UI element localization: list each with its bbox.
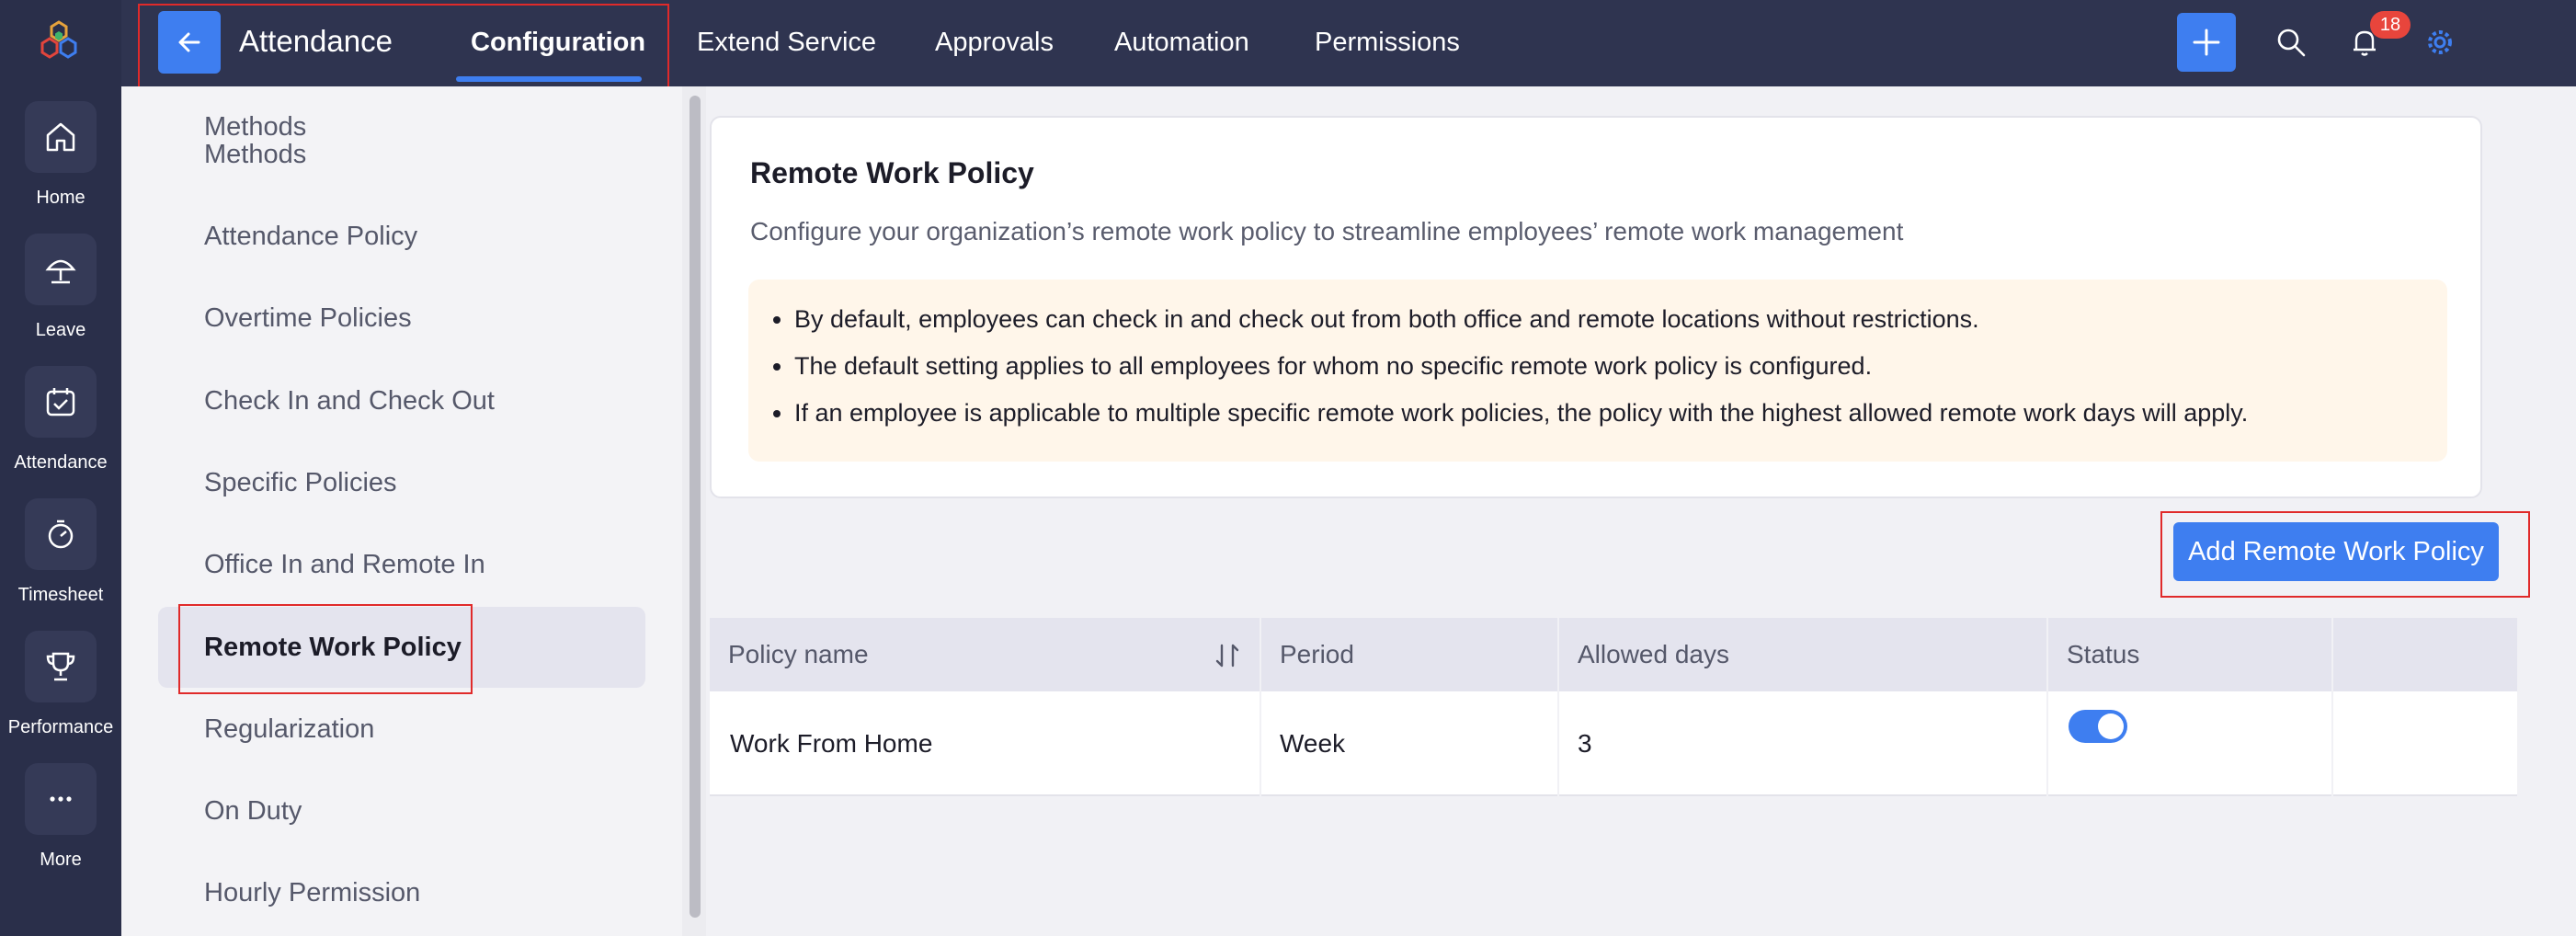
plus-icon bbox=[2191, 27, 2222, 58]
rail-item-timesheet[interactable] bbox=[0, 498, 121, 618]
tab-extend-service[interactable]: Extend Service bbox=[697, 28, 877, 57]
app-logo-icon bbox=[35, 18, 83, 66]
rail-label: Leave bbox=[35, 320, 86, 340]
rail-item-home[interactable] bbox=[0, 101, 121, 221]
add-remote-work-policy-button[interactable]: Add Remote Work Policy bbox=[2173, 522, 2499, 581]
policy-info-card bbox=[710, 116, 2482, 498]
subnav-attendance-policy[interactable]: Attendance Policy bbox=[204, 221, 418, 251]
subnav-methods[interactable]: Methods bbox=[204, 139, 307, 169]
card-description: Configure your organization’s remote work policy to streamline employees’ remote work management bbox=[750, 217, 1904, 245]
subnav-methods[interactable]: Methods bbox=[204, 111, 307, 142]
notification-badge: 18 bbox=[2370, 11, 2411, 39]
cell-period: Week bbox=[1280, 729, 1346, 758]
add-button[interactable] bbox=[2177, 13, 2236, 72]
subnav-regularization[interactable]: Regularization bbox=[204, 713, 375, 744]
rail-label: Timesheet bbox=[17, 585, 104, 605]
column-divider bbox=[1557, 618, 1559, 796]
rail-label: Attendance bbox=[14, 452, 108, 473]
rail-item-performance[interactable] bbox=[0, 631, 121, 750]
rail-item-leave[interactable] bbox=[0, 234, 121, 353]
highlight-box-subnav bbox=[178, 604, 473, 694]
column-header-policy-name[interactable] bbox=[710, 618, 1260, 691]
column-divider bbox=[1260, 618, 1261, 796]
table-header bbox=[710, 618, 2517, 691]
app-title: Attendance bbox=[239, 24, 393, 58]
subnav-scrollbar[interactable] bbox=[690, 96, 701, 918]
column-divider bbox=[2046, 618, 2048, 796]
highlight-box-add-button bbox=[2160, 511, 2530, 598]
column-header-allowed-days: Allowed days bbox=[1578, 640, 1729, 668]
cell-policy-name: Work From Home bbox=[730, 729, 933, 758]
gear-icon[interactable] bbox=[2420, 22, 2460, 63]
search-icon[interactable] bbox=[2271, 22, 2311, 63]
more-icon bbox=[25, 763, 97, 835]
subnav-on-duty[interactable]: On Duty bbox=[204, 795, 302, 826]
column-label: Policy name bbox=[728, 640, 869, 668]
cell-allowed-days: 3 bbox=[1578, 729, 1592, 758]
subnav-hourly-permission[interactable]: Hourly Permission bbox=[204, 877, 421, 907]
subnav-overtime-policies[interactable]: Overtime Policies bbox=[204, 302, 412, 333]
toggle-knob bbox=[2098, 713, 2124, 739]
tab-approvals[interactable]: Approvals bbox=[935, 28, 1054, 57]
left-rail bbox=[0, 0, 121, 936]
trophy-icon bbox=[25, 631, 97, 702]
notice-item: • If an employee is applicable to multiple specific remote work policies, the policy with the highest allowed remote work days will apply. bbox=[794, 399, 2447, 428]
tab-permissions[interactable]: Permissions bbox=[1315, 28, 1460, 57]
subnav-remote-work-policy[interactable]: Remote Work Policy bbox=[158, 607, 645, 688]
column-header-period: Period bbox=[1280, 640, 1354, 668]
column-header-status: Status bbox=[2067, 640, 2140, 668]
calendar-check-icon bbox=[25, 366, 97, 438]
rail-item-more[interactable] bbox=[0, 763, 121, 883]
status-toggle[interactable] bbox=[2069, 710, 2127, 743]
rail-label: More bbox=[40, 850, 82, 870]
tab-configuration[interactable]: Configuration bbox=[471, 28, 646, 57]
column-divider bbox=[2331, 618, 2333, 796]
tab-automation[interactable]: Automation bbox=[1114, 28, 1249, 57]
umbrella-icon bbox=[25, 234, 97, 305]
notice-item: • By default, employees can check in and check out from both office and remote locations without restrictions. bbox=[794, 305, 2447, 334]
subnav-office-remote-in[interactable]: Office In and Remote In bbox=[204, 549, 485, 579]
subnav-specific-policies[interactable]: Specific Policies bbox=[204, 467, 397, 497]
subnav-check-in-check-out[interactable]: Check In and Check Out bbox=[204, 385, 495, 416]
table-row[interactable] bbox=[710, 691, 2517, 796]
sort-icon[interactable] bbox=[1212, 640, 1243, 671]
home-icon bbox=[25, 101, 97, 173]
rail-label: Performance bbox=[7, 717, 114, 737]
info-notice bbox=[748, 280, 2447, 462]
card-title: Remote Work Policy bbox=[750, 156, 1034, 189]
rail-item-attendance[interactable] bbox=[0, 366, 121, 485]
notice-item: • The default setting applies to all employees for whom no specific remote work policy is configured. bbox=[794, 352, 2447, 381]
stopwatch-icon bbox=[25, 498, 97, 570]
rail-label: Home bbox=[36, 188, 85, 208]
